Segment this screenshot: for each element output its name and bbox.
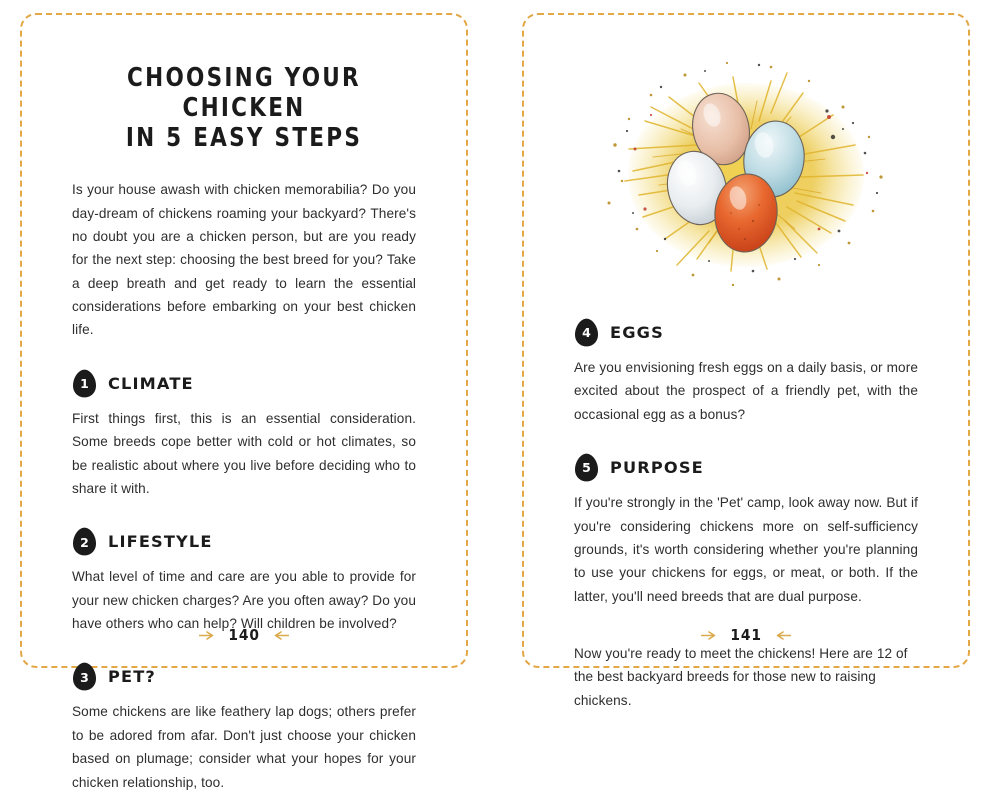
step-title: PET?	[108, 667, 156, 687]
step-heading-5	[574, 453, 918, 482]
step-heading-3	[72, 662, 416, 691]
step-number: 2	[80, 534, 89, 550]
step-body: Some chickens are like feathery lap dogs; others prefer to be adored from afar. Don't just choose your chicken based on plumage; consider what your hopes for your chicken relationship, too.	[72, 704, 416, 790]
step-block-4	[574, 318, 918, 426]
page-footer	[524, 626, 968, 644]
page-title-line-1: CHOOSING YOUR CHICKEN	[127, 63, 361, 124]
step-block-3	[72, 662, 416, 794]
left-page	[20, 13, 468, 790]
step-number: 1	[80, 376, 89, 392]
arrow-ornament-left-icon	[701, 630, 718, 641]
page-title	[82, 63, 405, 153]
arrow-ornament-left-icon	[199, 630, 216, 641]
egg-badge-icon	[72, 369, 97, 398]
page-number: 140	[228, 626, 260, 644]
step-number: 3	[80, 669, 89, 685]
arrow-ornament-right-icon	[272, 630, 289, 641]
intro-paragraph: Is your house awash with chicken memorabilia? Do you day-dream of chickens roaming your backyard? There's no doubt you are a chicken person, but are you ready for the next step: choosing the best breed for you? Take a deep breath and get ready to learn the essential considerations before embarking on your best chicken life.	[72, 182, 416, 338]
page-title-line-2: IN 5 EASY STEPS	[125, 123, 363, 154]
step-title: PURPOSE	[610, 458, 704, 478]
eggs-in-nest-illustration	[581, 53, 911, 291]
egg-badge-icon	[574, 318, 599, 347]
step-body: What level of time and care are you able to provide for your new chicken charges? Are you often away? Do you have others who can help? Will children be involved?	[72, 569, 416, 632]
egg-badge-icon	[72, 662, 97, 691]
step-title: CLIMATE	[108, 373, 194, 393]
step-number: 4	[582, 325, 591, 341]
page-footer	[22, 626, 466, 644]
left-page-content	[22, 15, 466, 790]
step-block-2	[72, 527, 416, 635]
step-body: Are you envisioning fresh eggs on a daily basis, or more excited about the prospect of a friendly pet, with the occasional egg as a bonus?	[574, 360, 918, 422]
step-heading-1	[72, 369, 416, 398]
egg-badge-icon	[574, 453, 599, 482]
right-page	[522, 13, 970, 708]
step-body: If you're strongly in the 'Pet' camp, look away now. But if you're considering chickens more on self-sufficiency grounds, it's worth considering whether you're planning to use your chickens for eggs, or meat, or both. If the latter, you'll need breeds that are dual purpose.	[574, 495, 918, 604]
step-heading-2	[72, 527, 416, 556]
step-title: LIFESTYLE	[108, 532, 213, 552]
page-number: 141	[730, 626, 762, 644]
step-title: EGGS	[610, 323, 664, 342]
step-block-5	[574, 453, 918, 608]
right-page-content	[524, 15, 968, 708]
step-body: First things first, this is an essential consideration. Some breeds cope better with cold or hot climates, so be realistic about where you live before deciding who to share it with.	[72, 410, 416, 496]
step-heading-4	[574, 318, 918, 347]
egg-badge-icon	[72, 527, 97, 556]
closing-note: Now you're ready to meet the chickens! Here are 12 of the best backyard breeds for those new to raising chickens.	[574, 646, 908, 708]
step-block-1	[72, 369, 416, 501]
step-number: 5	[582, 460, 591, 476]
arrow-ornament-right-icon	[774, 630, 791, 641]
